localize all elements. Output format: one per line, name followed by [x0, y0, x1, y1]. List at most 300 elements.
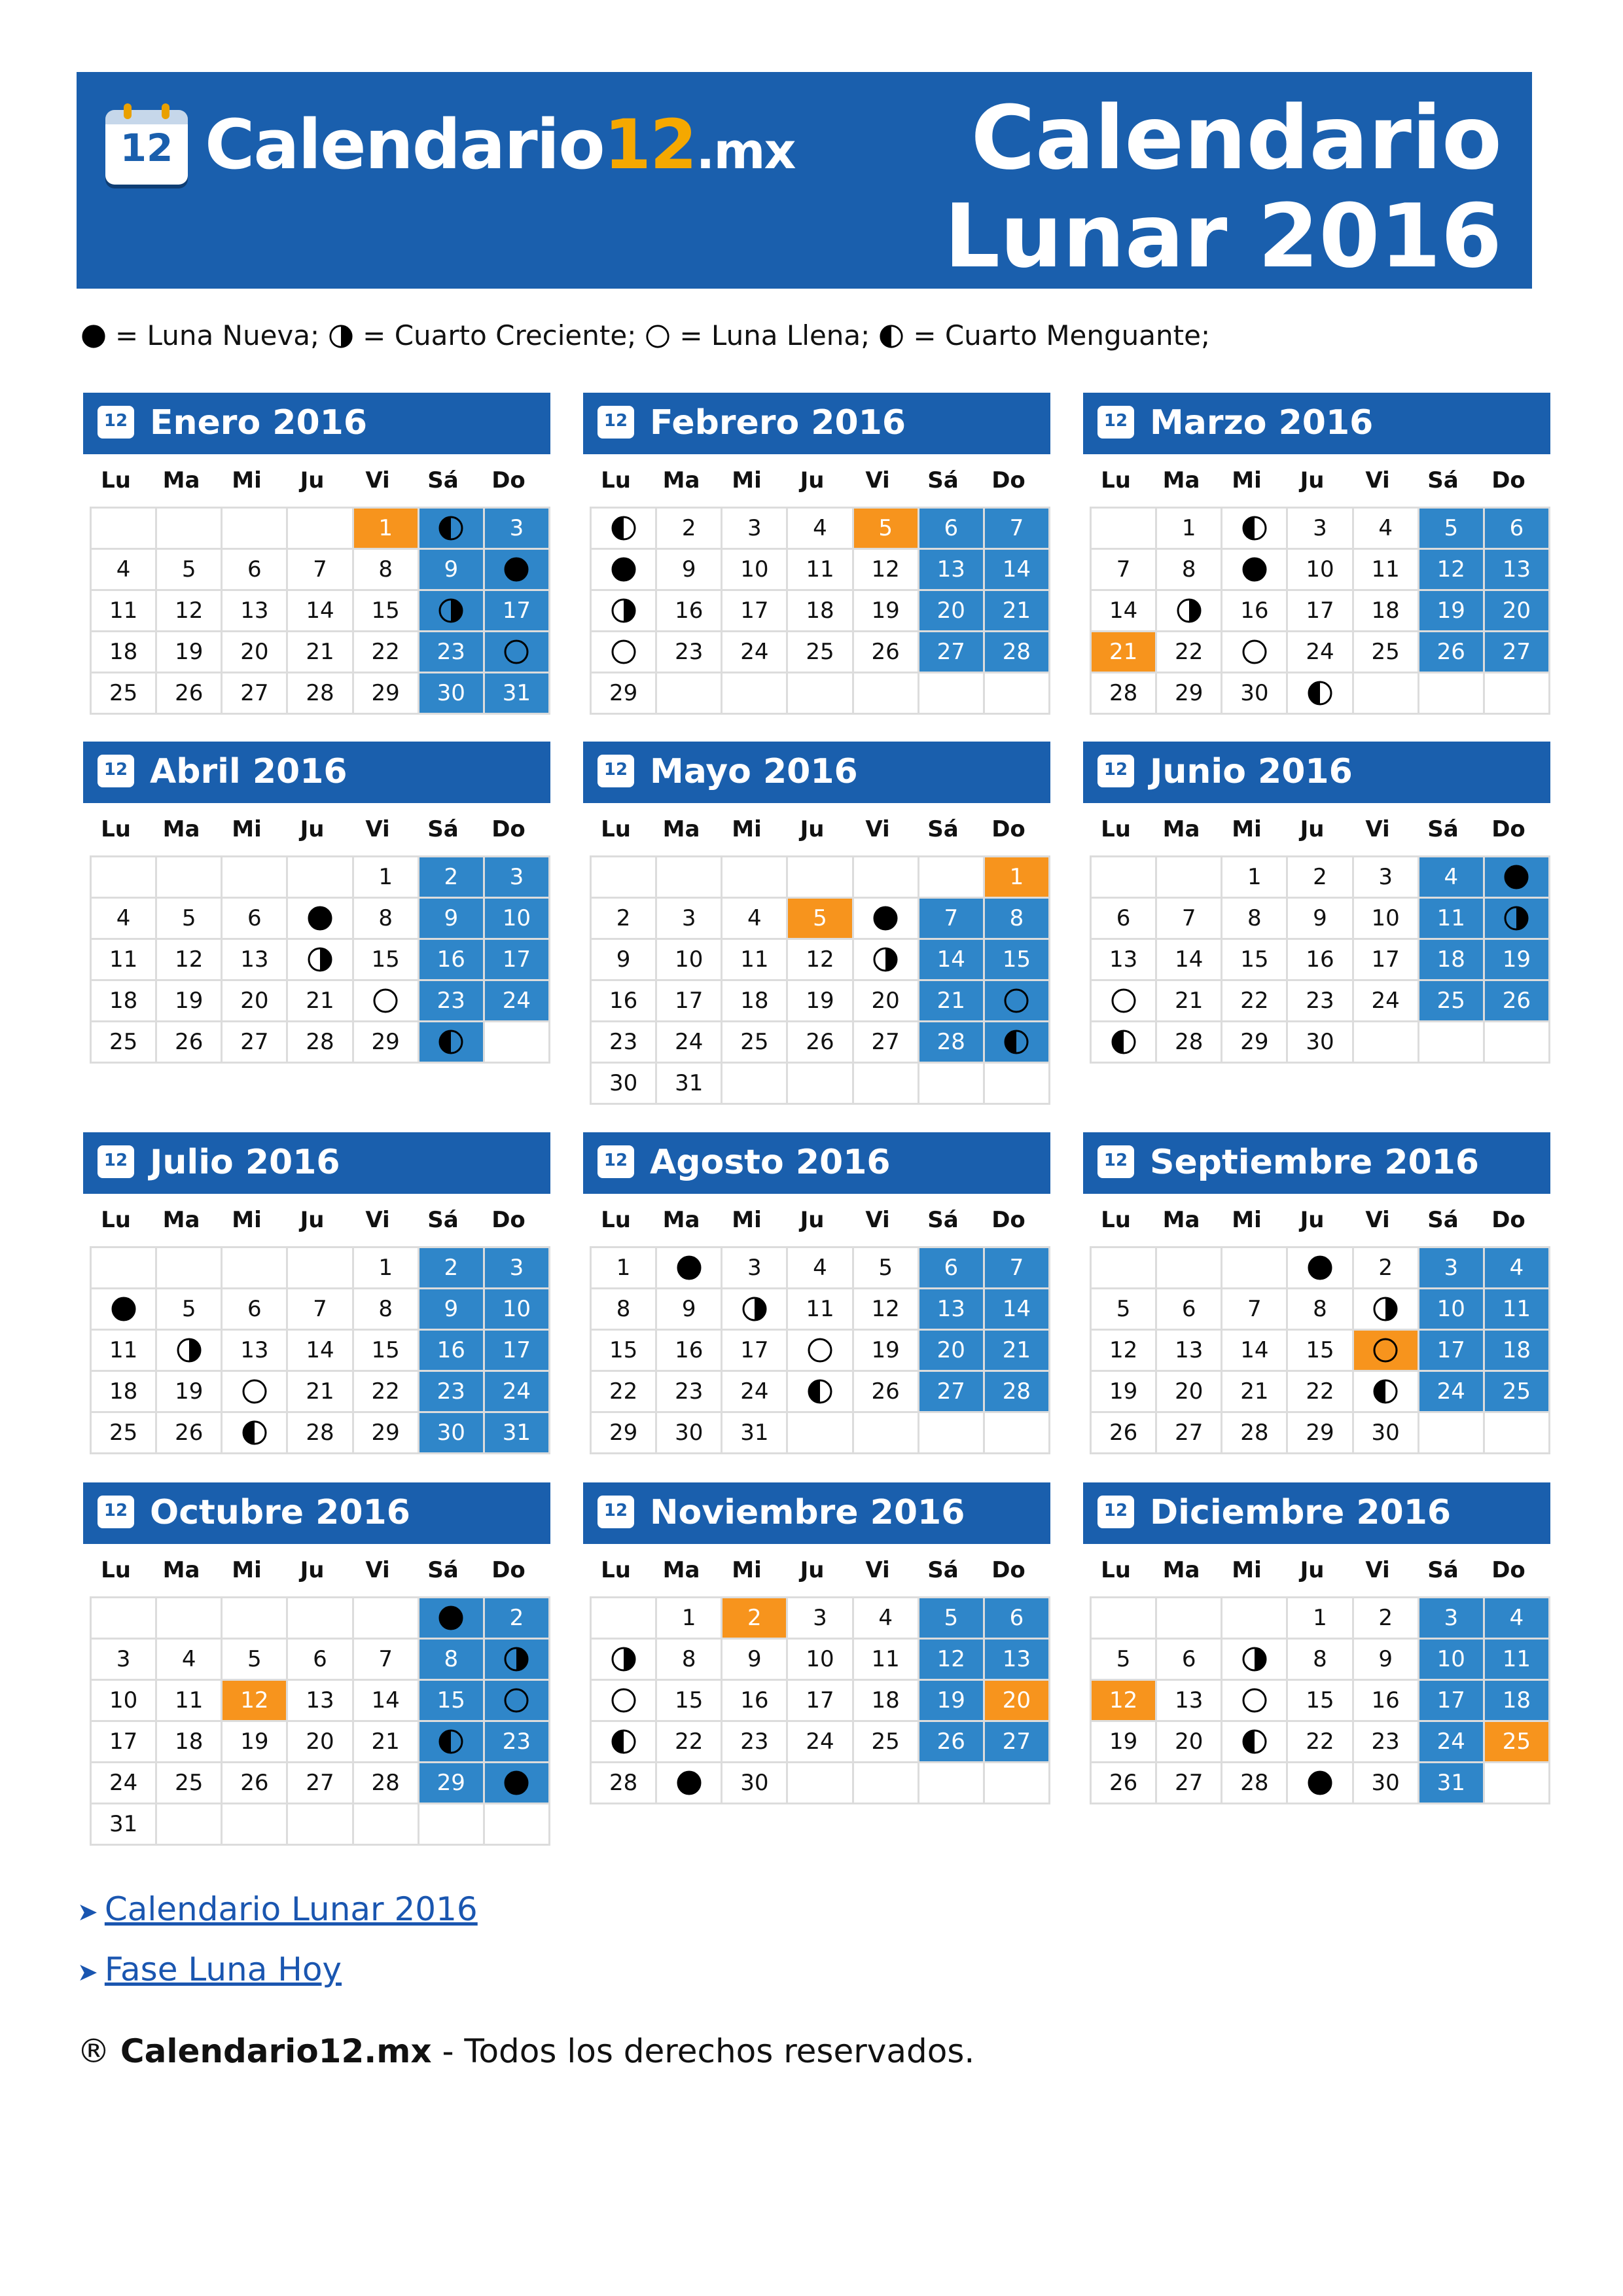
calendar-icon-number: 12	[603, 1501, 628, 1520]
last-quarter-moon-icon	[241, 1420, 268, 1446]
first-quarter-icon	[329, 323, 353, 348]
day-cell: 4	[787, 1247, 853, 1289]
weekday-label: Ju	[300, 1207, 325, 1233]
empty-cell	[1353, 1022, 1418, 1063]
day-cell-last-quarter-moon	[1353, 1371, 1418, 1412]
weekday-label: Ma	[162, 1207, 200, 1233]
full-moon-icon	[503, 1687, 529, 1713]
weekday-label: Vi	[865, 467, 890, 493]
day-cell: 24	[484, 1371, 549, 1412]
day-cell: 14	[353, 1680, 418, 1721]
header-banner	[77, 72, 1532, 289]
day-cell: 22	[1156, 632, 1222, 673]
weekday-label: Ma	[1162, 1207, 1200, 1233]
day-cell: 16	[1222, 590, 1287, 632]
weekday-header	[1083, 1194, 1550, 1246]
day-cell: 1	[1156, 508, 1222, 549]
day-cell: 24	[656, 1022, 722, 1063]
day-cell: 1	[353, 857, 418, 898]
day-cell: 23	[1287, 980, 1353, 1022]
day-cell-first-quarter-moon	[722, 1289, 787, 1330]
calendar-icon	[98, 755, 134, 787]
day-cell: 17	[484, 939, 549, 980]
week-row	[1091, 1330, 1550, 1371]
day-cell: 14	[1222, 1330, 1287, 1371]
last-quarter-moon-icon	[438, 1029, 464, 1055]
day-cell: 24	[722, 1371, 787, 1412]
day-cell: 28	[287, 1412, 353, 1454]
weekday-label: Ju	[800, 816, 825, 842]
day-cell-full-moon	[484, 632, 549, 673]
day-cell: 2	[1353, 1247, 1418, 1289]
month-title: Agosto 2016	[650, 1143, 891, 1182]
day-cell-first-quarter-moon	[1353, 1289, 1418, 1330]
day-cell: 5	[156, 1289, 222, 1330]
month-title: Octubre 2016	[150, 1493, 410, 1532]
day-cell: 10	[1353, 898, 1418, 939]
first-quarter-moon-icon	[1241, 1646, 1268, 1672]
empty-cell	[853, 1063, 918, 1104]
week-row	[91, 1371, 550, 1412]
weekday-label: Lu	[1101, 816, 1131, 842]
day-cell: 15	[353, 939, 418, 980]
calendar-icon	[98, 1496, 134, 1528]
day-cell: 12	[1091, 1330, 1156, 1371]
week-row	[591, 980, 1050, 1022]
first-quarter-moon-icon	[872, 946, 899, 973]
day-cell: 15	[1287, 1680, 1353, 1721]
arrow-icon: ➤	[77, 1897, 98, 1926]
day-cell: 15	[591, 1330, 656, 1371]
calendar-icon-number: 12	[603, 760, 628, 780]
weekday-label: Lu	[601, 816, 631, 842]
week-row	[591, 1022, 1050, 1063]
day-cell: 25	[1484, 1721, 1549, 1763]
day-cell-last-quarter-moon	[591, 1721, 656, 1763]
legend-label: = Cuarto Menguante;	[913, 319, 1211, 351]
last-quarter-moon-icon	[1111, 1029, 1137, 1055]
empty-cell	[853, 1763, 918, 1804]
empty-cell	[1418, 673, 1484, 714]
page-title-line2: Lunar 2016	[944, 185, 1502, 287]
day-cell: 14	[918, 939, 984, 980]
weekday-label: Sá	[927, 1557, 959, 1583]
weekday-label: Do	[1491, 1207, 1525, 1233]
weekday-label: Mi	[1232, 816, 1262, 842]
day-cell: 18	[787, 590, 853, 632]
weekday-label: Lu	[1101, 1207, 1131, 1233]
last-quarter-moon-icon	[1241, 1729, 1268, 1755]
weekday-label: Ju	[1300, 1557, 1325, 1583]
empty-cell	[1418, 1412, 1484, 1454]
day-cell: 11	[91, 1330, 156, 1371]
week-row	[1091, 939, 1550, 980]
day-cell: 24	[1287, 632, 1353, 673]
empty-cell	[1156, 1598, 1222, 1639]
month-header	[83, 1482, 550, 1544]
day-cell: 4	[853, 1598, 918, 1639]
weekday-label: Ju	[800, 1207, 825, 1233]
empty-cell	[1484, 1763, 1549, 1804]
month-calendar	[583, 1482, 1050, 1804]
month-header	[583, 1482, 1050, 1544]
week-row	[591, 939, 1050, 980]
day-cell: 24	[1353, 980, 1418, 1022]
full-moon-icon	[1241, 639, 1268, 665]
day-cell: 5	[787, 898, 853, 939]
day-cell: 25	[722, 1022, 787, 1063]
day-cell: 26	[222, 1763, 287, 1804]
weekday-label: Sá	[1427, 1557, 1459, 1583]
empty-cell	[91, 508, 156, 549]
day-cell: 9	[418, 1289, 484, 1330]
week-row	[91, 1022, 550, 1063]
day-cell-full-moon	[1222, 1680, 1287, 1721]
month-header	[1083, 1482, 1550, 1544]
logo-icon-number: 12	[120, 126, 173, 170]
day-cell: 17	[1287, 590, 1353, 632]
day-cell: 21	[1091, 632, 1156, 673]
day-cell: 18	[91, 1371, 156, 1412]
week-row	[591, 1598, 1050, 1639]
weekday-label: Mi	[1232, 467, 1262, 493]
day-cell: 3	[484, 508, 549, 549]
logo-number: 12	[603, 105, 696, 185]
week-row	[91, 1639, 550, 1680]
day-cell: 23	[418, 632, 484, 673]
empty-cell	[1091, 857, 1156, 898]
first-quarter-moon-icon	[438, 598, 464, 624]
new-moon-icon	[81, 323, 106, 348]
week-row	[591, 632, 1050, 673]
day-cell: 13	[918, 1289, 984, 1330]
logo-wordmark[interactable]	[205, 105, 795, 185]
day-grid	[590, 507, 1050, 715]
month-calendar	[1083, 742, 1550, 1064]
day-cell-new-moon	[656, 1763, 722, 1804]
day-cell-last-quarter-moon	[1091, 1022, 1156, 1063]
day-cell: 13	[1156, 1680, 1222, 1721]
weekday-label: Lu	[101, 467, 131, 493]
moon-phase-legend	[81, 319, 1219, 351]
week-row	[591, 1289, 1050, 1330]
day-cell: 10	[656, 939, 722, 980]
weekday-label: Do	[1491, 1557, 1525, 1583]
weekday-label: Ju	[300, 467, 325, 493]
day-cell: 16	[591, 980, 656, 1022]
day-cell: 6	[1091, 898, 1156, 939]
day-cell: 21	[984, 1330, 1049, 1371]
day-cell: 21	[287, 1371, 353, 1412]
day-cell-last-quarter-moon	[787, 1371, 853, 1412]
day-cell: 1	[353, 1247, 418, 1289]
month-title: Junio 2016	[1150, 752, 1353, 791]
new-moon-icon	[503, 1770, 529, 1796]
weekday-header	[83, 803, 550, 855]
day-cell: 21	[984, 590, 1049, 632]
empty-cell	[787, 1063, 853, 1104]
day-cell: 9	[656, 549, 722, 590]
last-quarter-moon-icon	[807, 1378, 833, 1405]
day-cell-first-quarter-moon	[1484, 898, 1549, 939]
last-quarter-moon-icon	[1372, 1378, 1399, 1405]
weekday-label: Ju	[1300, 1207, 1325, 1233]
week-row	[591, 590, 1050, 632]
day-cell: 31	[656, 1063, 722, 1104]
day-cell: 22	[353, 1371, 418, 1412]
week-row	[591, 549, 1050, 590]
calendar-icon	[1097, 406, 1134, 439]
day-cell: 8	[1287, 1639, 1353, 1680]
week-row	[1091, 508, 1550, 549]
day-cell: 11	[1418, 898, 1484, 939]
week-row	[1091, 980, 1550, 1022]
day-cell: 24	[91, 1763, 156, 1804]
month-calendar	[1083, 1482, 1550, 1804]
week-row	[591, 1371, 1050, 1412]
day-cell: 28	[984, 632, 1049, 673]
day-cell: 19	[1091, 1721, 1156, 1763]
day-cell: 15	[1287, 1330, 1353, 1371]
full-moon-icon	[1372, 1337, 1399, 1363]
day-cell: 4	[156, 1639, 222, 1680]
day-cell: 25	[91, 673, 156, 714]
day-cell: 18	[853, 1680, 918, 1721]
day-cell: 11	[1484, 1289, 1549, 1330]
day-cell-new-moon	[484, 1763, 549, 1804]
day-cell-last-quarter-moon	[1287, 673, 1353, 714]
day-cell: 3	[1418, 1598, 1484, 1639]
day-cell: 13	[222, 939, 287, 980]
day-cell: 3	[722, 1247, 787, 1289]
weekday-label: Lu	[101, 1557, 131, 1583]
day-cell: 1	[656, 1598, 722, 1639]
calendar-icon-number: 12	[1103, 411, 1128, 431]
calendar-icon-number: 12	[603, 411, 628, 431]
day-cell: 6	[222, 1289, 287, 1330]
weekday-label: Do	[991, 1557, 1026, 1583]
calendar-icon	[1097, 1496, 1134, 1528]
weekday-label: Ma	[662, 1557, 700, 1583]
day-cell: 18	[1484, 1680, 1549, 1721]
first-quarter-moon-icon	[741, 1296, 768, 1322]
day-cell: 28	[591, 1763, 656, 1804]
week-row	[591, 1763, 1050, 1804]
day-cell: 17	[722, 1330, 787, 1371]
link-calendario-lunar[interactable]: Calendario Lunar 2016	[104, 1890, 478, 1928]
day-cell: 6	[918, 508, 984, 549]
day-cell: 26	[1484, 980, 1549, 1022]
day-cell: 8	[418, 1639, 484, 1680]
day-cell: 7	[1222, 1289, 1287, 1330]
weekday-label: Do	[991, 467, 1026, 493]
day-cell: 6	[222, 549, 287, 590]
weekday-label: Vi	[865, 1207, 890, 1233]
empty-cell	[287, 1598, 353, 1639]
weekday-label: Lu	[601, 1207, 631, 1233]
weekday-label: Lu	[101, 1207, 131, 1233]
day-cell: 8	[984, 898, 1049, 939]
empty-cell	[91, 1247, 156, 1289]
day-cell: 29	[1287, 1412, 1353, 1454]
day-cell: 3	[91, 1639, 156, 1680]
day-cell: 15	[418, 1680, 484, 1721]
day-cell: 12	[1091, 1680, 1156, 1721]
day-cell: 4	[91, 898, 156, 939]
day-cell: 4	[1353, 508, 1418, 549]
day-cell: 19	[853, 1330, 918, 1371]
calendar-icon	[1097, 755, 1134, 787]
empty-cell	[1091, 508, 1156, 549]
day-cell: 31	[722, 1412, 787, 1454]
day-cell: 29	[353, 1022, 418, 1063]
day-cell: 14	[287, 590, 353, 632]
day-cell: 8	[656, 1639, 722, 1680]
day-cell: 2	[484, 1598, 549, 1639]
day-cell: 30	[1353, 1412, 1418, 1454]
day-cell: 6	[984, 1598, 1049, 1639]
weekday-label: Ma	[1162, 816, 1200, 842]
legend-label: = Luna Nueva;	[115, 319, 320, 351]
day-cell: 30	[591, 1063, 656, 1104]
day-cell: 1	[591, 1247, 656, 1289]
month-title: Mayo 2016	[650, 752, 858, 791]
registered-symbol: ®	[77, 2032, 110, 2070]
calendar-icon	[597, 406, 634, 439]
week-row	[591, 857, 1050, 898]
day-cell-first-quarter-moon	[156, 1330, 222, 1371]
month-calendar	[1083, 393, 1550, 715]
empty-cell	[156, 1804, 222, 1845]
day-cell-full-moon	[353, 980, 418, 1022]
last-quarter-moon-icon	[1241, 515, 1268, 541]
day-cell: 22	[353, 632, 418, 673]
day-cell: 5	[918, 1598, 984, 1639]
day-grid	[590, 855, 1050, 1105]
day-cell: 27	[1156, 1763, 1222, 1804]
week-row	[1091, 590, 1550, 632]
day-cell: 19	[156, 1371, 222, 1412]
day-cell: 22	[591, 1371, 656, 1412]
empty-cell	[156, 1598, 222, 1639]
day-cell: 1	[984, 857, 1049, 898]
day-cell: 17	[484, 590, 549, 632]
weekday-label: Lu	[601, 1557, 631, 1583]
day-cell: 2	[1353, 1598, 1418, 1639]
day-cell: 22	[656, 1721, 722, 1763]
new-moon-icon	[111, 1296, 137, 1322]
footer-text: - Todos los derechos reservados.	[431, 2032, 975, 2070]
first-quarter-moon-icon	[1503, 905, 1529, 931]
day-cell: 28	[1156, 1022, 1222, 1063]
calendar-icon-number: 12	[103, 1501, 128, 1520]
empty-cell	[222, 1247, 287, 1289]
empty-cell	[222, 857, 287, 898]
full-moon-icon	[807, 1337, 833, 1363]
month-header	[583, 393, 1050, 454]
day-cell: 16	[418, 1330, 484, 1371]
full-moon-icon	[372, 988, 399, 1014]
day-cell: 30	[418, 673, 484, 714]
day-cell: 29	[1222, 1022, 1287, 1063]
day-cell: 12	[853, 549, 918, 590]
weekday-label: Vi	[1365, 467, 1390, 493]
week-row	[91, 1763, 550, 1804]
day-cell: 21	[353, 1721, 418, 1763]
day-cell: 10	[722, 549, 787, 590]
day-cell: 23	[656, 1371, 722, 1412]
day-cell: 20	[1484, 590, 1549, 632]
day-cell-first-quarter-moon	[853, 939, 918, 980]
empty-cell	[287, 1247, 353, 1289]
week-row	[1091, 1289, 1550, 1330]
empty-cell	[91, 857, 156, 898]
day-cell: 17	[656, 980, 722, 1022]
weekday-label: Vi	[365, 816, 390, 842]
weekday-label: Do	[491, 816, 526, 842]
week-row	[91, 1721, 550, 1763]
day-cell: 14	[984, 549, 1049, 590]
day-cell-last-quarter-moon	[418, 1721, 484, 1763]
empty-cell	[222, 1804, 287, 1845]
calendar-icon	[98, 1145, 134, 1178]
weekday-label: Do	[991, 1207, 1026, 1233]
day-cell: 28	[287, 673, 353, 714]
month-calendar	[83, 742, 550, 1064]
empty-cell	[353, 1598, 418, 1639]
day-cell-last-quarter-moon	[591, 508, 656, 549]
empty-cell	[1091, 1598, 1156, 1639]
empty-cell	[484, 1804, 549, 1845]
empty-cell	[287, 1804, 353, 1845]
day-cell: 15	[1222, 939, 1287, 980]
day-cell: 22	[1222, 980, 1287, 1022]
day-cell: 26	[1091, 1763, 1156, 1804]
day-cell: 3	[656, 898, 722, 939]
month-calendar	[83, 1132, 550, 1454]
weekday-label: Sá	[927, 1207, 959, 1233]
day-cell: 11	[787, 549, 853, 590]
day-cell: 29	[591, 673, 656, 714]
month-title: Abril 2016	[150, 752, 348, 791]
day-cell: 8	[353, 549, 418, 590]
day-cell: 15	[984, 939, 1049, 980]
weekday-label: Sá	[927, 467, 959, 493]
day-cell: 1	[1287, 1598, 1353, 1639]
last-quarter-moon-icon	[438, 515, 464, 541]
link-fase-luna-hoy[interactable]: Fase Luna Hoy	[104, 1950, 342, 1988]
day-cell: 31	[1418, 1763, 1484, 1804]
day-cell: 8	[1156, 549, 1222, 590]
page-title-line1: Calendario	[971, 87, 1502, 189]
day-cell-first-quarter-moon	[418, 590, 484, 632]
day-cell: 13	[287, 1680, 353, 1721]
weekday-label: Ju	[800, 1557, 825, 1583]
day-cell: 17	[91, 1721, 156, 1763]
weekday-label: Mi	[732, 467, 762, 493]
new-moon-icon	[503, 556, 529, 583]
weekday-label: Sá	[1427, 816, 1459, 842]
day-cell: 25	[1418, 980, 1484, 1022]
day-cell: 3	[787, 1598, 853, 1639]
weekday-label: Mi	[732, 816, 762, 842]
month-calendar	[83, 393, 550, 715]
day-cell: 24	[1418, 1371, 1484, 1412]
day-cell: 27	[918, 632, 984, 673]
week-row	[591, 1247, 1050, 1289]
day-cell: 28	[918, 1022, 984, 1063]
day-cell: 23	[591, 1022, 656, 1063]
